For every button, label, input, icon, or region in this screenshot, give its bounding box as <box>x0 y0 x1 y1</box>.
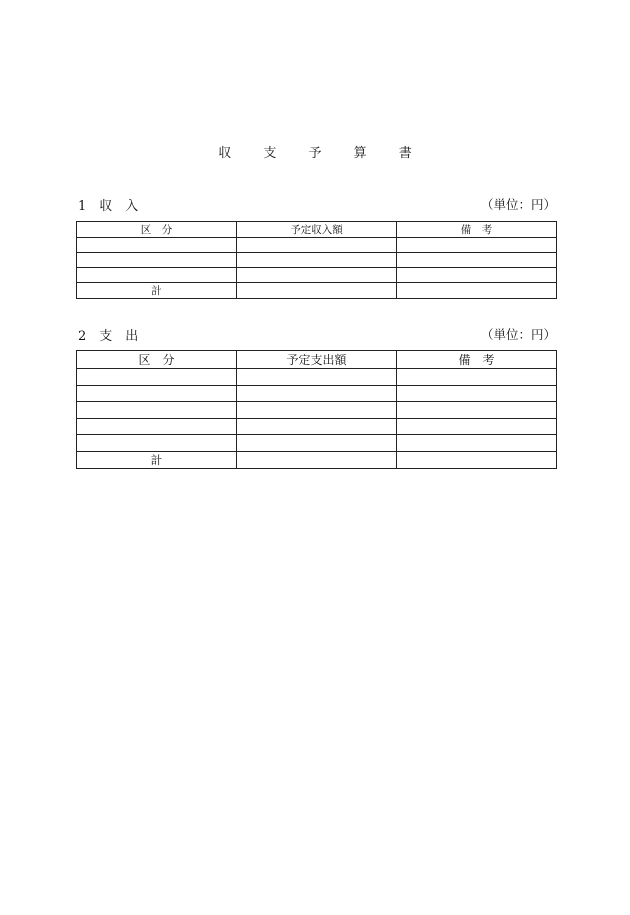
table-row <box>77 418 557 435</box>
table-cell[interactable] <box>237 369 397 386</box>
table-cell[interactable] <box>77 402 237 419</box>
column-header-planned-income: 予定収入額 <box>237 222 397 238</box>
table-cell[interactable] <box>397 238 557 253</box>
table-cell[interactable] <box>237 402 397 419</box>
table-cell[interactable] <box>77 418 237 435</box>
table-cell[interactable] <box>397 435 557 452</box>
income-table <box>76 221 557 299</box>
table-cell[interactable] <box>397 369 557 386</box>
table-cell[interactable] <box>77 268 237 283</box>
table-cell[interactable] <box>237 435 397 452</box>
table-cell[interactable] <box>77 435 237 452</box>
total-label: 計 <box>77 283 237 299</box>
expense-section-title: 2 支 出 <box>78 329 139 344</box>
table-cell[interactable] <box>237 253 397 268</box>
total-remarks-cell[interactable] <box>397 451 557 468</box>
column-header-remarks: 備 考 <box>397 222 557 238</box>
table-cell[interactable] <box>397 418 557 435</box>
total-row <box>77 451 557 468</box>
table-row <box>77 435 557 452</box>
column-header-planned-expense: 予定支出額 <box>237 351 397 369</box>
table-row <box>77 369 557 386</box>
expense-section-header <box>78 325 556 343</box>
total-label: 計 <box>77 451 237 468</box>
total-amount-cell[interactable] <box>237 451 397 468</box>
column-header-category: 区 分 <box>77 351 237 369</box>
table-row <box>77 238 557 253</box>
table-cell[interactable] <box>397 253 557 268</box>
table-cell[interactable] <box>237 268 397 283</box>
table-cell[interactable] <box>77 253 237 268</box>
page-title: 収 支 予 算 書 <box>218 146 426 161</box>
table-cell[interactable] <box>77 238 237 253</box>
table-cell[interactable] <box>397 402 557 419</box>
table-row <box>77 268 557 283</box>
column-header-remarks: 備 考 <box>397 351 557 369</box>
table-header-row <box>77 222 557 238</box>
income-section-title: 1 収 入 <box>78 199 139 214</box>
total-remarks-cell[interactable] <box>397 283 557 299</box>
table-row <box>77 385 557 402</box>
table-cell[interactable] <box>77 385 237 402</box>
income-unit-label: （単位：円） <box>480 197 556 212</box>
income-section-header <box>78 195 556 213</box>
expense-table <box>76 350 557 469</box>
total-amount-cell[interactable] <box>237 283 397 299</box>
expense-unit-label: （単位：円） <box>480 327 556 342</box>
column-header-category: 区 分 <box>77 222 237 238</box>
table-cell[interactable] <box>397 268 557 283</box>
table-row <box>77 253 557 268</box>
table-header-row <box>77 351 557 369</box>
table-row <box>77 402 557 419</box>
table-cell[interactable] <box>237 385 397 402</box>
total-row <box>77 283 557 299</box>
table-cell[interactable] <box>237 238 397 253</box>
table-cell[interactable] <box>397 385 557 402</box>
table-cell[interactable] <box>237 418 397 435</box>
table-cell[interactable] <box>77 369 237 386</box>
